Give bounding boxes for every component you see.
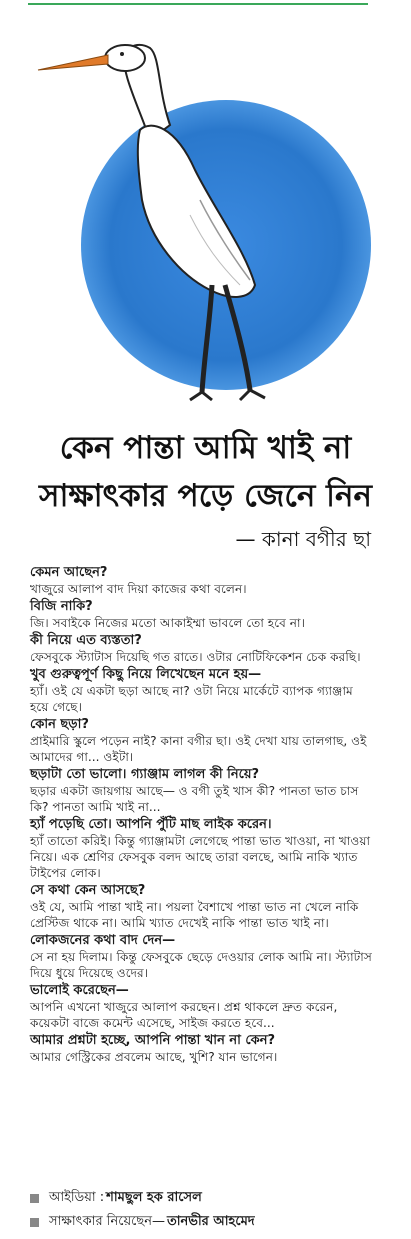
headline-line-2: সাক্ষাৎকার পড়ে জেনে নিন: [38, 478, 373, 514]
bullet-square-icon: [30, 1218, 39, 1227]
answer: ওই যে, আমি পান্তা খাই না। পয়লা বৈশাখে পান্তা ভাত না খেলে নাকি প্রেস্টিজ থাকে না। আমি খ্যাত দেখেই নাকি পান্তা ভাত খাই না।: [30, 900, 359, 930]
question: ভালোই করেছেন—: [30, 983, 129, 998]
credit-idea: [30, 1188, 202, 1209]
question: কী নিয়ে এত ব্যস্ততা?: [30, 633, 142, 648]
byline: — কানা বগীর ছা: [235, 527, 371, 551]
answer: ফেসবুকে স্ট্যাটাস দিয়েছি গত রাতে। ওটার নোটিফিকেশন চেক করছি।: [30, 650, 361, 664]
question: ছড়াটা তো ভালো। গ্যাঞ্জাম লাগল কী নিয়ে?: [30, 767, 260, 782]
question: হ্যাঁ পড়েছি তো। আপনি পুঁটি মাছ লাইক করেন।: [30, 817, 272, 832]
question: বিজি নাকি?: [30, 599, 93, 614]
credit-name: তানভীর আহমেদ: [166, 1214, 255, 1229]
question: খুব গুরুত্বপূর্ণ কিছু নিয়ে লিখেছেন মনে হয়—: [30, 667, 262, 682]
answer: ছড়ার একটা জায়গায় আছে— ও বগী তুই খাস কী? পানতা ভাত চাস কি? পানতা আমি খাই না...: [30, 784, 359, 814]
question: কেমন আছেন?: [30, 565, 108, 580]
credit-name: শামছুল হক রাসেল: [106, 1190, 202, 1205]
answer: জি। সবাইকে নিজের মতো আকাইম্মা ভাবলে তো হবে না।: [30, 616, 305, 630]
interview-body: [30, 565, 375, 1067]
answer: খাজুরে আলাপ বাদ দিয়া কাজের কথা বলেন।: [30, 582, 247, 596]
answer: প্রাইমারি স্কুলে পড়েন নাই? কানা বগীর ছা। ওই দেখা যায় তালগাছ, ওই আমাদের গা... ওইটা।: [30, 734, 367, 764]
answer: হ্যাঁ তাতো করিই। কিন্তু গ্যাঞ্জামটা লেগেছে পান্তা ভাত খাওয়া, না খাওয়া নিয়ে। এক শ্রেণির ফেসবুক বলদ আছে তারা বলছে, আমি নাকি খ্যাত টাইপের লোক।: [30, 834, 371, 880]
egret-head: [105, 45, 145, 71]
egret-illustration: [0, 0, 411, 420]
credit-label: আইডিয়া :: [49, 1190, 105, 1205]
answer: সে না হয় দিলাম। কিন্তু ফেসবুকে ছেড়ে দেওয়ার লোক আমি না। স্ট্যাটাস দিয়ে ধুয়ে দিয়েছে ওদের।: [30, 950, 372, 980]
question: আমার প্রশ্নটা হচ্ছে, আপনি পান্তা খান না কেন?: [30, 1033, 276, 1048]
answer: হ্যাঁ। ওই যে একটা ছড়া আছে না? ওটা নিয়ে মার্কেটে ব্যাপক গ্যাঞ্জাম হয়ে গেছে।: [30, 684, 353, 714]
egret-beak: [38, 55, 108, 70]
question: কোন ছড়া?: [30, 717, 89, 732]
answer: আমার গেস্ট্রিকের প্রবলেম আছে, খুশি? যান ভাগেন।: [30, 1050, 278, 1064]
headline-line-1: কেন পান্তা আমি খাই না: [59, 430, 352, 466]
question: লোকজনের কথা বাদ দেন—: [30, 933, 176, 948]
question: সে কথা কেন আসছে?: [30, 883, 146, 898]
credit-label: সাক্ষাৎকার নিয়েছেন—: [49, 1214, 165, 1229]
answer: আপনি এখনো খাজুরে আলাপ করছেন। প্রশ্ন থাকলে দ্রুত করেন, কয়েকটা বাজে কমেন্ট এসেছে, সাইজ করতে হবে...: [30, 1000, 338, 1030]
bullet-square-icon: [30, 1194, 39, 1203]
egret-eye: [120, 52, 124, 56]
credit-interviewer: [30, 1212, 255, 1233]
